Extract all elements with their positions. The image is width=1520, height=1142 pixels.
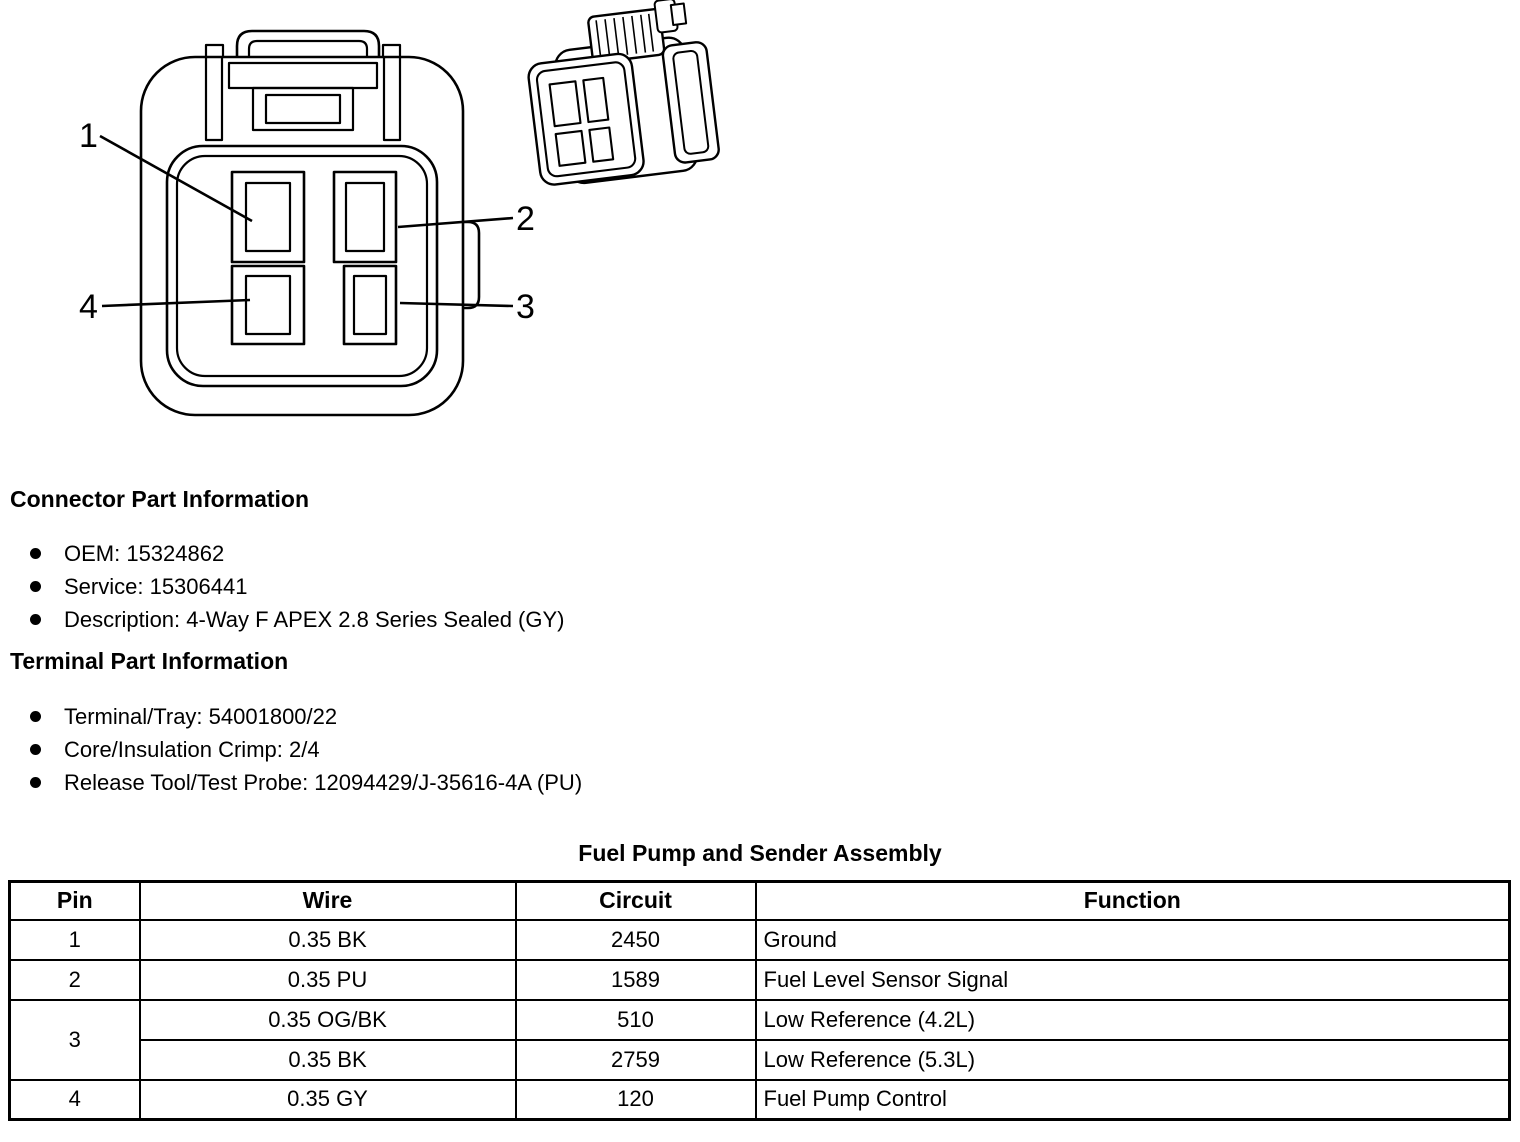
list-item [30,704,582,729]
connector-info-heading: Connector Part Information [10,486,310,512]
circuit-cell: 120 [516,1080,756,1120]
list-item-text: Core/Insulation Crimp: 2/4 [64,737,320,762]
table-row [10,960,1510,1000]
pin-label-1: 1 [79,117,98,155]
table-row [10,920,1510,960]
bullet-icon [30,777,41,788]
function-cell: Fuel Level Sensor Signal [756,960,1510,1000]
function-cell: Low Reference (5.3L) [756,1040,1510,1080]
col-header-circuit: Circuit [516,882,756,920]
pin-cell: 2 [10,960,140,1000]
bullet-icon [30,548,41,559]
function-cell: Low Reference (4.2L) [756,1000,1510,1040]
wire-cell: 0.35 BK [140,920,516,960]
list-item [30,607,565,632]
pin-cell: 4 [10,1080,140,1120]
list-item-text: Service: 15306441 [64,574,248,599]
pinout-table [8,880,1511,1121]
pin-label-4: 4 [79,288,98,326]
pin-label-3: 3 [516,288,535,326]
wire-cell: 0.35 PU [140,960,516,1000]
bullet-icon [30,711,41,722]
list-item [30,770,582,795]
col-header-pin: Pin [10,882,140,920]
table-row [10,1040,1510,1080]
leader-line-2 [398,218,513,227]
connector-top-tab [237,31,379,58]
circuit-cell: 510 [516,1000,756,1040]
circuit-cell: 1589 [516,960,756,1000]
function-cell: Fuel Pump Control [756,1080,1510,1120]
table-title: Fuel Pump and Sender Assembly [578,840,942,866]
list-item-text: OEM: 15324862 [64,541,225,566]
wire-cell: 0.35 GY [140,1080,516,1120]
list-item-text: Description: 4-Way F APEX 2.8 Series Sealed (GY) [64,607,565,632]
table-row [10,1000,1510,1040]
wire-cell: 0.35 BK [140,1040,516,1080]
col-header-function: Function [756,882,1510,920]
table-row [10,1080,1510,1120]
bullet-icon [30,581,41,592]
connector-side-lock [462,222,479,308]
latch-grip [588,9,665,63]
terminal-cavity-3 [344,266,396,344]
bullet-icon [30,744,41,755]
terminal-info-list [30,704,582,803]
terminal-cavity-2 [334,172,396,262]
leader-line-3 [400,303,513,306]
terminal-cavity-4 [232,266,304,344]
circuit-cell: 2450 [516,920,756,960]
pin-cell: 1 [10,920,140,960]
wire-cell: 0.35 OG/BK [140,1000,516,1040]
list-item [30,541,565,566]
pin-label-2: 2 [516,200,535,238]
connector-front-view [100,31,513,415]
connector-info-list [30,541,565,640]
connector-perspective-view [521,0,721,188]
list-item [30,737,582,762]
list-item [30,574,565,599]
terminal-info-heading: Terminal Part Information [10,648,289,674]
connector-body-outline [141,57,463,415]
connector-pinout-diagram [0,0,760,445]
bullet-icon [30,614,41,625]
function-cell: Ground [756,920,1510,960]
circuit-cell: 2759 [516,1040,756,1080]
pin-cell: 3 [10,1000,140,1080]
list-item-text: Release Tool/Test Probe: 12094429/J-35616-4A (PU) [64,770,583,795]
table-header-row [10,882,1510,920]
col-header-wire: Wire [140,882,516,920]
list-item-text: Terminal/Tray: 54001800/22 [64,704,338,729]
